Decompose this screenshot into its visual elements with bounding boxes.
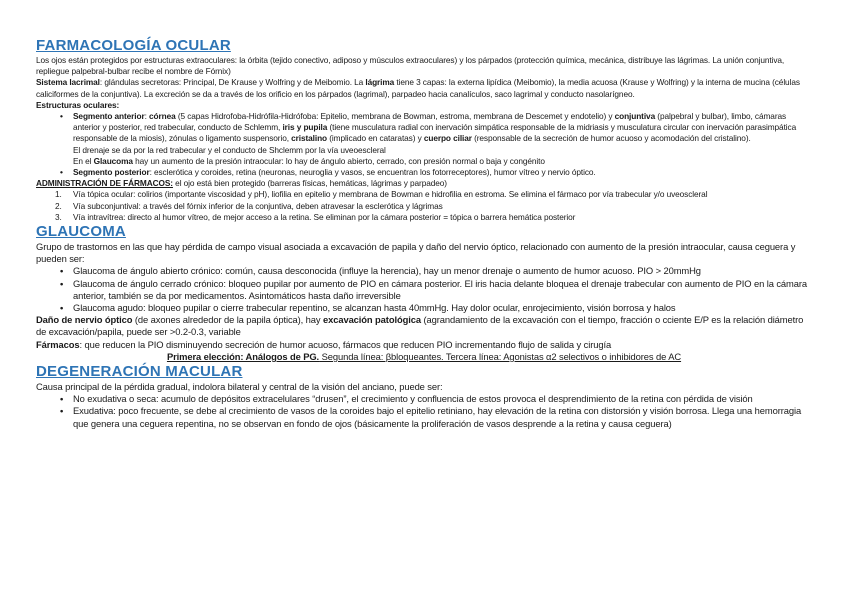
list-item-anterior bbox=[36, 111, 812, 145]
item-text: Vía subconjuntival: a través del fórnix inferior de la conjuntiva, deben atravesar la esclerótica y lágrimas bbox=[73, 200, 443, 211]
posterior-list bbox=[36, 167, 812, 178]
administracion-text: el ojo está bien protegido (barreras físicas, hemáticas, lágrimas y parpadeo) bbox=[172, 178, 447, 189]
estructuras-label bbox=[36, 100, 812, 111]
farmacologia-intro: Los ojos están protegidos por estructuras extraoculares: la órbita (tejido conectivo, adiposo y músculos extraoculares) y los párpados (protección química, mecánica, distribuye las lágrimas. La unión conjuntiva, repliegue palpebral-bulbar recibe el nombre de Fórnix) bbox=[36, 55, 785, 77]
lacrimal-paragraph bbox=[36, 77, 812, 99]
degeneracion-intro: Causa principal de la pérdida gradual, indolora bilateral y central de la visión del anciano, puede ser: bbox=[36, 381, 443, 393]
anterior-t1: : bbox=[144, 111, 150, 122]
degeneracion-body bbox=[36, 381, 812, 430]
administracion-label: ADMINISTRACIÓN DE FÁRMACOS: bbox=[36, 178, 173, 189]
item-text: Vía tópica ocular: colirios (importante viscosidad y pH), liofilia en epitelio y membrana de Bowman e hidrofilia en estroma. Se elimina el fármaco por vía trabecular y/o uveoscleral bbox=[73, 189, 708, 200]
list-item bbox=[36, 212, 812, 223]
section-title-glaucoma: GLAUCOMA bbox=[36, 223, 126, 241]
dano-bold: excavación patológica bbox=[323, 314, 421, 326]
lacrimal-text-a: : glándulas secretoras: Principal, De Krause y Wolfring y de Meibomio. La bbox=[99, 77, 366, 88]
anterior-t4: (tiene musculatura radial con inervación simpática responsable de la midriasis y musculatura circular con inervación parasimpática responsable de la miosis), zónulas o ligamento suspensorio, bbox=[73, 122, 797, 144]
lacrimal-label: Sistema lacrimal bbox=[36, 77, 100, 88]
glaucoma-note-bold: Glaucoma bbox=[93, 155, 133, 166]
glaucoma-body bbox=[36, 241, 812, 363]
estructuras-list bbox=[36, 111, 812, 145]
administracion-list bbox=[36, 189, 812, 223]
conjuntiva-term: conjuntiva bbox=[614, 111, 656, 122]
degeneracion-list bbox=[36, 393, 812, 430]
item-number: 1. bbox=[55, 189, 62, 200]
glaucoma-list bbox=[36, 265, 812, 314]
farmacos-paragraph bbox=[36, 339, 812, 351]
estructuras-label-text: Estructuras oculares: bbox=[36, 99, 120, 110]
posterior-text: : esclerótica y coroides, retina (neuronas, neuroglia y vasos, se encuentran los fotorreceptores), humor vítreo y nervio óptico. bbox=[149, 167, 596, 178]
list-item bbox=[36, 201, 812, 212]
administracion-paragraph bbox=[36, 178, 812, 189]
item-number: 2. bbox=[55, 200, 62, 211]
cristalino-term: cristalino bbox=[291, 133, 328, 144]
lacrimal-bold: lágrima bbox=[365, 77, 395, 88]
farmacos-label: Fármacos bbox=[36, 338, 80, 350]
glaucoma-note-post: hay un aumento de la presión intraocular: lo hay de ángulo abierto, cerrado, con presión normal o baja y congénito bbox=[132, 155, 545, 166]
list-item-posterior bbox=[36, 167, 812, 178]
dano-paragraph bbox=[36, 314, 812, 338]
item-number: 3. bbox=[55, 211, 62, 222]
anterior-t6: (responsable de la secreción de humor acuoso y acomodación del cristalino). bbox=[471, 133, 751, 144]
list-item: • Exudativa: poco frecuente, se debe al crecimiento de vasos de la coroides bajo el epitelio retiniano, hay elevación de la retina con distorsión y visión borrosa. Llega una hemorragia que genera una ceguera repentina, no se observan en fondo de ojos (básicamente la proliferación de vasos desprende a la retina y causa ceguera) bbox=[36, 405, 812, 429]
list-item: • Glaucoma de ángulo cerrado crónico: bloqueo pupilar por aumento de PIO en cámara posterior. El iris hacia delante bloquea el drenaje trabecular con aumento de PIO en la cámara anterior, también se da por medicamentos. Asintomáticos hasta daño irreversible bbox=[36, 278, 812, 302]
dano-t1: (de axones alrededor de la papila óptica), hay bbox=[132, 314, 323, 326]
glaucoma-note-pre: En el bbox=[73, 155, 94, 166]
eleccion-line bbox=[36, 351, 812, 363]
lacrimal-text-b: tiene 3 capas: la externa lipídica (Meibomio), la media acuosa (Krause y Wolfring) y la interna de mucina (células caliciformes de la conjuntiva). La excreción se da a través de los orificio en los párpados (lagrimal), parpadeo hacia canalículos, saco lagrimal y conducto nasolarígneo. bbox=[36, 77, 800, 99]
glaucoma-note bbox=[36, 156, 812, 167]
anterior-t2: (5 capas Hidrofoba-Hidrófila-Hidrófoba: Epitelio, membrana de Bowman, estroma, membrana de Descemet y endotelio) y bbox=[175, 111, 615, 122]
farmacos-text: : que reducen la PIO disminuyendo secreción de humor acuoso, fármacos que reducen PIO incrementando flujo de salida y cirugía bbox=[79, 338, 612, 350]
anterior-label: Segmento anterior bbox=[73, 111, 145, 122]
drenaje-line: El drenaje se da por la red trabecular y el conducto de Shclemm por la vía uveoescleral bbox=[73, 144, 386, 155]
dano-t2: (agrandamiento de la excavación con el tiempo, fracción o cciente E/P es la relación diámetro de excavación/papila, puede ser >0.2-0.3, variable bbox=[36, 314, 804, 338]
section-title-degeneracion: DEGENERACIÓN MACULAR bbox=[36, 363, 243, 381]
eleccion-bold: Primera elección: Análogos de PG. bbox=[166, 350, 320, 362]
section-title-farmacologia: FARMACOLOGÍA OCULAR bbox=[36, 37, 231, 54]
posterior-label: Segmento posterior bbox=[73, 167, 150, 178]
cornea-term: córnea bbox=[149, 111, 176, 122]
list-item: • Glaucoma de ángulo abierto crónico: común, causa desconocida (influye la herencia), hay un menor drenaje o aumento de humor acuoso. PIO > 20mmHg bbox=[36, 265, 812, 277]
eleccion-text: Segunda línea: βbloqueantes. Tercera línea: Agonistas α2 selectivos o inhibidores de AC bbox=[319, 350, 682, 362]
farmacologia-body bbox=[36, 55, 812, 223]
list-item: • No exudativa o seca: acumulo de depósitos extracelulares “drusen”, el crecimiento y confluencia de estos provoca el desprendimiento de la retina con pérdida de visión bbox=[36, 393, 812, 405]
item-text: Vía intravítrea: directo al humor vítreo, de mejor acceso a la retina. Se eliminan por la cámara posterior = tópica o barrera hemática posterior bbox=[73, 211, 576, 222]
anterior-t5: (implicado en cataratas) y bbox=[327, 133, 424, 144]
dano-label: Daño de nervio óptico bbox=[36, 314, 133, 326]
ciliar-term: cuerpo ciliar bbox=[423, 133, 472, 144]
glaucoma-intro: Grupo de trastornos en las que hay pérdida de campo visual asociada a excavación de papila y daño del nervio óptico, relacionado con aumento de la presión intraocular, causa ceguera y pueden ser: bbox=[36, 241, 796, 265]
iris-term: iris y pupila bbox=[282, 122, 328, 133]
list-item: • Glaucoma agudo: bloqueo pupilar o cierre trabecular repentino, se alcanzan hasta 40mmHg. Hay dolor ocular, enrojecimiento, visión borrosa y halos bbox=[36, 302, 812, 314]
anterior-t3: (palpebral y bulbar), limbo, cámaras anterior y posterior, red trabecular, conducto de Schlemm, bbox=[73, 111, 787, 133]
list-item bbox=[36, 189, 812, 200]
